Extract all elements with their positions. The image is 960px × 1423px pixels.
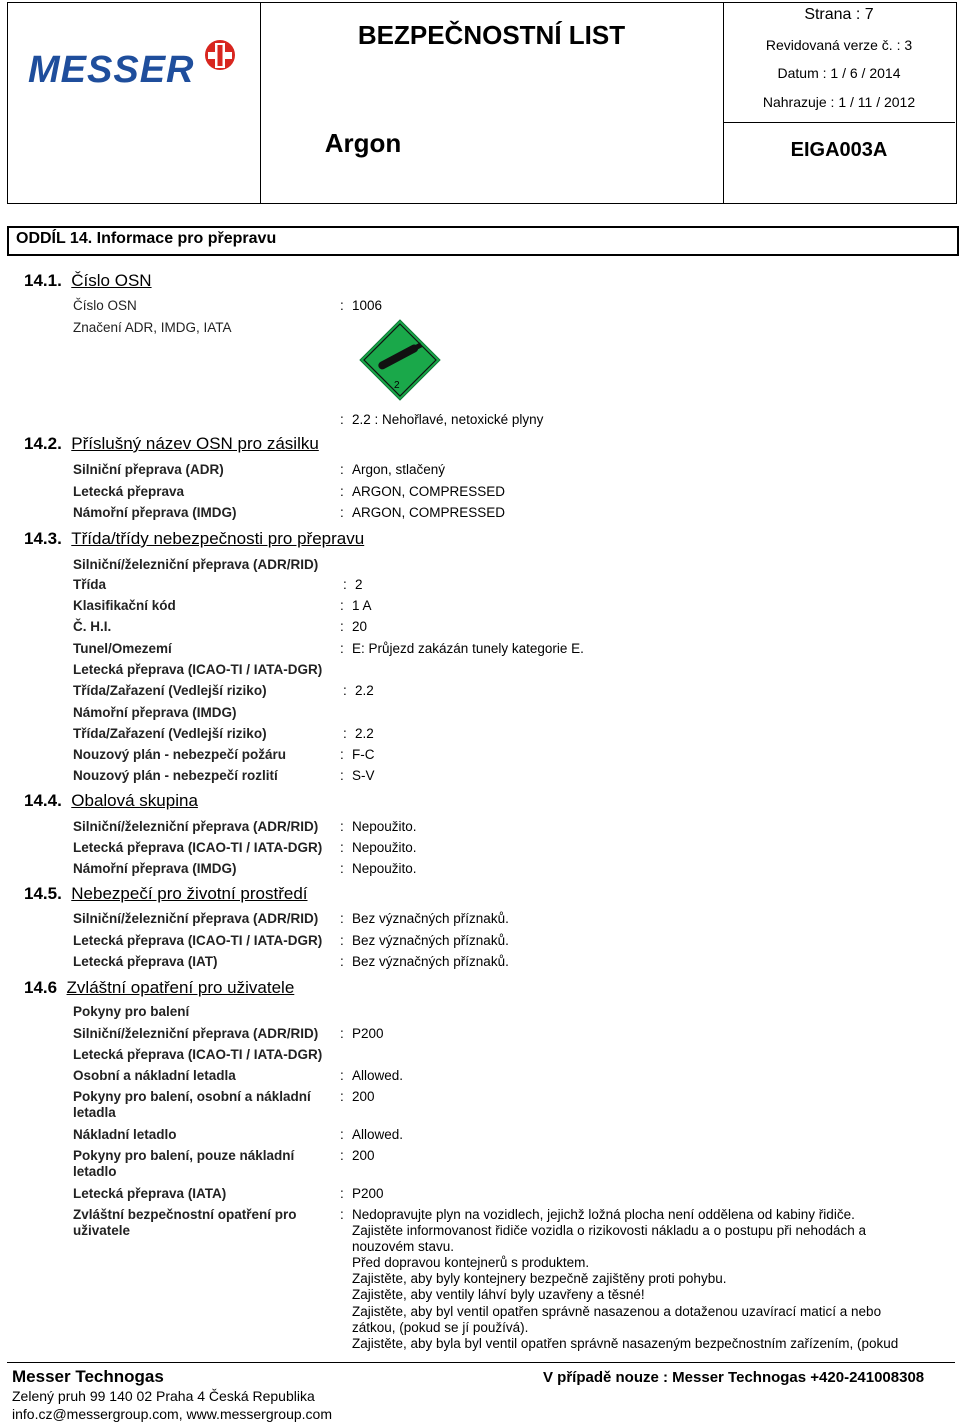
subsection-number: 14.6 [24, 978, 58, 997]
row-label: Letecká přeprava (IAT) [73, 954, 218, 969]
row-label: Silniční/železniční přeprava (ADR/RID) [73, 1026, 319, 1041]
group-heading: Silniční/železniční přeprava (ADR/RID) [73, 557, 319, 572]
row-value: ARGON, COMPRESSED [352, 484, 506, 499]
row-value: 1006 [352, 298, 383, 313]
row-label: Třída/Zařazení (Vedlejší riziko) [73, 683, 267, 698]
diamond-number: 2 [394, 380, 400, 391]
colon: : [340, 1026, 344, 1041]
row-value: Nepoužito. [352, 840, 417, 855]
colon: : [343, 683, 347, 698]
row-label: Letecká přeprava (ICAO-TI / IATA-DGR) [73, 933, 323, 948]
row-value: Allowed. [352, 1068, 404, 1083]
subsection-title: Číslo OSN [71, 271, 152, 290]
document-title: BEZPEČNOSTNÍ LIST [357, 20, 626, 50]
row-value: F-C [352, 747, 375, 762]
row-value: E: Průjezd zakázán tunely kategorie E. [352, 641, 584, 656]
row-value: 2.2 [355, 683, 374, 698]
row-label: Třída [73, 577, 107, 592]
special-line: Zajistěte, aby byla byl ventil opatřen správně nasazeným bezpečnostním zařízením, (pokud [352, 1336, 899, 1351]
row-value: 200 [352, 1089, 375, 1104]
row-label: Letecká přeprava (ICAO-TI / IATA-DGR) [73, 840, 323, 855]
colon: : [340, 1186, 344, 1201]
row-value: S-V [352, 768, 375, 783]
colon: : [340, 933, 344, 948]
row-label: Letecká přeprava (IATA) [73, 1186, 227, 1201]
header-meta-divider [723, 122, 955, 123]
replaces: Nahrazuje : 1 / 11 / 2012 [762, 94, 916, 110]
subsection-number: 14.3. [24, 529, 62, 548]
row-label: Silniční přeprava (ADR) [73, 462, 224, 477]
special-line: Zajistěte, aby byl ventil opatřen správně nasazenou a dotaženou uzavírací maticí a nebo [352, 1304, 882, 1319]
row-value: ARGON, COMPRESSED [352, 505, 506, 520]
colon: : [343, 726, 347, 741]
row-label: Silniční/železniční přeprava (ADR/RID) [73, 819, 319, 834]
group-heading: Pokyny pro balení [73, 1004, 190, 1019]
row-label: Nouzový plán - nebezpečí požáru [73, 747, 287, 762]
colon: : [340, 484, 344, 499]
special-line: nouzovém stavu. [352, 1239, 455, 1254]
row-value: Argon, stlačený [352, 462, 446, 477]
row-label: Č. H.I. [73, 619, 112, 634]
hazard-diamond-icon [358, 318, 442, 402]
header-logo-cell [7, 2, 262, 204]
colon: : [340, 1207, 344, 1222]
row-label: Námořní přeprava (IMDG) [73, 505, 237, 520]
row-label: Zvláštní bezpečnostní opatření pro uživatele [73, 1207, 297, 1238]
footer-company: Messer Technogas [12, 1367, 164, 1386]
subsection-number: 14.2. [24, 434, 62, 453]
colon: : [340, 641, 344, 656]
row-value: Bez význačných příznaků. [352, 954, 509, 969]
subsection-14-1-heading [24, 271, 152, 291]
group-heading: Námořní přeprava (IMDG) [73, 705, 237, 720]
group-heading: Letecká přeprava (ICAO-TI / IATA-DGR) [73, 1047, 323, 1062]
page-number: Strana : 7 [804, 6, 874, 23]
colon: : [340, 954, 344, 969]
product-name: Argon [324, 128, 402, 158]
row-label: Nouzový plán - nebezpečí rozlití [73, 768, 278, 783]
row-label: Pokyny pro balení, pouze nákladní letadlo [73, 1148, 295, 1179]
colon: : [340, 1127, 344, 1142]
row-value: Nepoužito. [352, 819, 417, 834]
row-label: Číslo OSN [73, 298, 137, 313]
subsection-title: Příslušný název OSN pro zásilku [71, 434, 319, 453]
special-line: Zajistěte, aby ventily láhví byly uzavřeny a těsné! [352, 1287, 645, 1302]
row-value: Nepoužito. [352, 861, 417, 876]
row-value: 20 [352, 619, 368, 634]
section-title: ODDÍL 14. Informace pro přepravu [16, 230, 277, 247]
special-line: Před dopravou kontejnerů s produktem. [352, 1255, 590, 1270]
subsection-14-3-heading [24, 529, 364, 549]
footer-contact: info.cz@messergroup.com, www.messergroup.com [12, 1406, 332, 1422]
date: Datum : 1 / 6 / 2014 [777, 65, 901, 81]
group-heading: Letecká přeprava (ICAO-TI / IATA-DGR) [73, 662, 323, 677]
subsection-14-2-heading [24, 434, 319, 454]
row-label: Námořní přeprava (IMDG) [73, 861, 237, 876]
row-label: Klasifikační kód [73, 598, 176, 613]
document-code: EIGA003A [790, 139, 888, 161]
colon: : [343, 577, 347, 592]
colon: : [340, 1068, 344, 1083]
row-value: 200 [352, 1148, 375, 1163]
subsection-title: Nebezpečí pro životní prostředí [71, 884, 308, 903]
special-line: zátkou, (pokud se jí používá). [352, 1320, 529, 1335]
row-label: Nákladní letadlo [73, 1127, 177, 1142]
row-label: Značení ADR, IMDG, IATA [73, 320, 232, 335]
subsection-title: Zvláštní opatření pro uživatele [66, 978, 295, 997]
colon: : [340, 298, 344, 313]
colon: : [340, 768, 344, 783]
row-value: P200 [352, 1026, 384, 1041]
row-value: Bez význačných příznaků. [352, 933, 509, 948]
colon: : [340, 505, 344, 520]
subsection-title: Třída/třídy nebezpečnosti pro přepravu [71, 529, 365, 548]
subsection-number: 14.4. [24, 791, 62, 810]
subsection-14-6-heading [24, 978, 294, 998]
row-value: Allowed. [352, 1127, 404, 1142]
row-value: 2 [355, 577, 363, 592]
row-label: Třída/Zařazení (Vedlejší riziko) [73, 726, 267, 741]
row-value: Bez význačných příznaků. [352, 911, 509, 926]
row-label: Osobní a nákladní letadla [73, 1068, 236, 1083]
messer-logo [28, 38, 243, 93]
messer-logo-text: MESSER [28, 49, 195, 91]
colon: : [340, 747, 344, 762]
subsection-14-4-heading [24, 791, 198, 811]
footer-divider [7, 1362, 955, 1363]
footer-emergency: V případě nouze : Messer Technogas +420-241008308 [543, 1369, 925, 1386]
colon: : [340, 840, 344, 855]
revision: Revidovaná verze č. : 3 [765, 37, 913, 53]
special-line: Zajistěte informovanost řidiče vozidla o rizikovosti nákladu a o postupu při nehodách a [352, 1223, 867, 1238]
colon: : [340, 619, 344, 634]
colon: : [340, 819, 344, 834]
footer-address: Zelený pruh 99 140 02 Praha 4 Česká Republika [12, 1388, 315, 1404]
row-label: Silniční/železniční přeprava (ADR/RID) [73, 911, 319, 926]
row-value: P200 [352, 1186, 384, 1201]
special-line: Zajistěte, aby byly kontejnery bezpečně zajištěny proti pohybu. [352, 1271, 727, 1286]
subsection-title: Obalová skupina [71, 791, 198, 810]
row-label: Pokyny pro balení, osobní a nákladní letadla [73, 1089, 311, 1120]
colon: : [340, 412, 344, 427]
colon: : [340, 1148, 344, 1163]
row-label: Tunel/Omezemí [73, 641, 172, 656]
subsection-14-5-heading [24, 884, 308, 904]
colon: : [340, 598, 344, 613]
subsection-number: 14.1. [24, 271, 62, 290]
colon: : [340, 1089, 344, 1104]
colon: : [340, 911, 344, 926]
diamond-caption: 2.2 : Nehořlavé, netoxické plyny [352, 412, 544, 427]
special-line: Nedopravujte plyn na vozidlech, jejichž ložná plocha není oddělena od kabiny řidiče. [352, 1207, 855, 1222]
colon: : [340, 462, 344, 477]
row-label: Letecká přeprava [73, 484, 185, 499]
row-value: 2.2 [355, 726, 374, 741]
subsection-number: 14.5. [24, 884, 62, 903]
colon: : [340, 861, 344, 876]
row-value: 1 A [352, 598, 372, 613]
